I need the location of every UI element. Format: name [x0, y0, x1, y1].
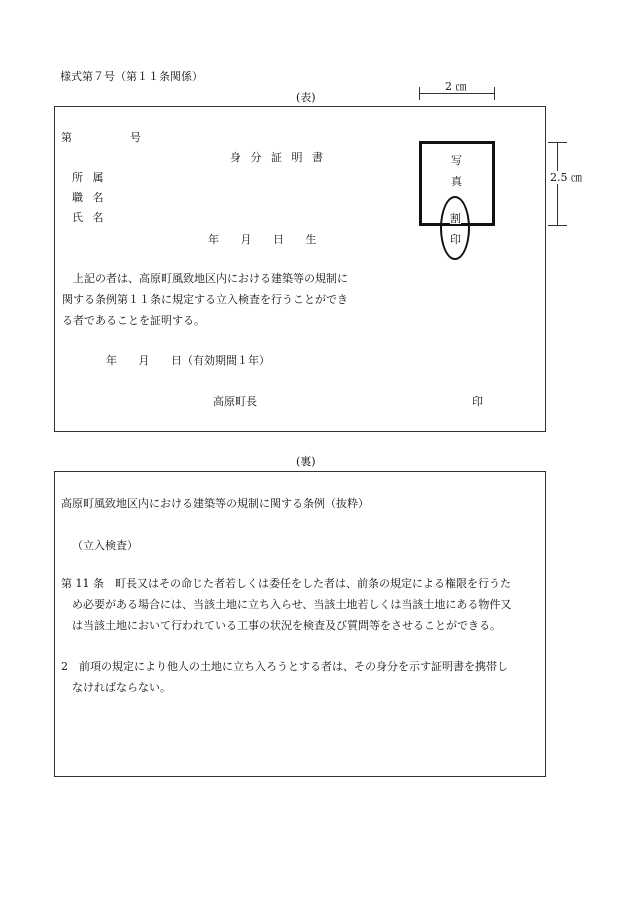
article-line: 第 11 条 町長又はその命じた者若しくは委任をした者は、前条の規定による権限を行うた	[61, 577, 511, 590]
paragraph-line: なければならない。	[72, 681, 171, 694]
field-affiliation: 所 属	[72, 171, 107, 184]
field-position: 職 名	[72, 191, 107, 204]
height-dimension-line	[557, 142, 558, 226]
form-number: 様式第７号（第１１条関係）	[60, 70, 203, 83]
seal-char: 印	[450, 233, 461, 246]
width-dimension-tick-right	[494, 87, 495, 100]
number-suffix: 号	[130, 131, 141, 144]
photo-height-label: 2.5 ㎝	[550, 171, 582, 184]
article-line: め必要がある場合には、当該土地に立ち入らせ、当該土地若しくは当該土地にある物件又	[72, 598, 512, 611]
height-dimension-tick-top	[548, 142, 567, 143]
seal-char: 割	[450, 212, 461, 225]
width-dimension-tick-left	[419, 87, 420, 100]
issuer: 高原町長	[213, 395, 257, 408]
photo-width-label: 2 ㎝	[445, 80, 467, 93]
front-side-label: (表)	[296, 91, 316, 104]
issuer-seal: 印	[472, 395, 483, 408]
field-name: 氏 名	[72, 211, 107, 224]
birth-date: 年 月 日 生	[208, 233, 317, 246]
photo-char: 写	[451, 154, 462, 167]
paragraph-line: 2 前項の規定により他人の土地に立ち入ろうとする者は、その身分を示す証明書を携帯し	[61, 660, 508, 673]
width-dimension-line	[419, 93, 495, 94]
body-line: る者であることを証明する。	[62, 314, 205, 327]
height-dimension-tick-bottom	[548, 225, 567, 226]
back-side-label: (裏)	[296, 455, 316, 468]
ordinance-title: 高原町風致地区内における建築等の規制に関する条例（抜粋）	[61, 497, 369, 510]
certificate-body	[62, 268, 348, 331]
article-heading: （立入検査）	[72, 539, 138, 552]
certificate-title: 身 分 証 明 書	[230, 151, 326, 164]
article-11-paragraph-2	[61, 656, 508, 698]
seal-oval	[440, 196, 470, 260]
body-line: 上記の者は、高原町風致地区内における建築等の規制に	[73, 272, 348, 285]
photo-char: 真	[451, 175, 462, 188]
body-line: 関する条例第１１条に規定する立入検査を行うことができ	[62, 293, 348, 306]
number-prefix: 第	[61, 131, 72, 144]
article-11	[61, 573, 511, 636]
issue-date: 年 月 日（有効期間１年）	[106, 354, 270, 367]
article-line: は当該土地において行われている工事の状況を検査及び質問等をさせることができる。	[72, 619, 501, 632]
